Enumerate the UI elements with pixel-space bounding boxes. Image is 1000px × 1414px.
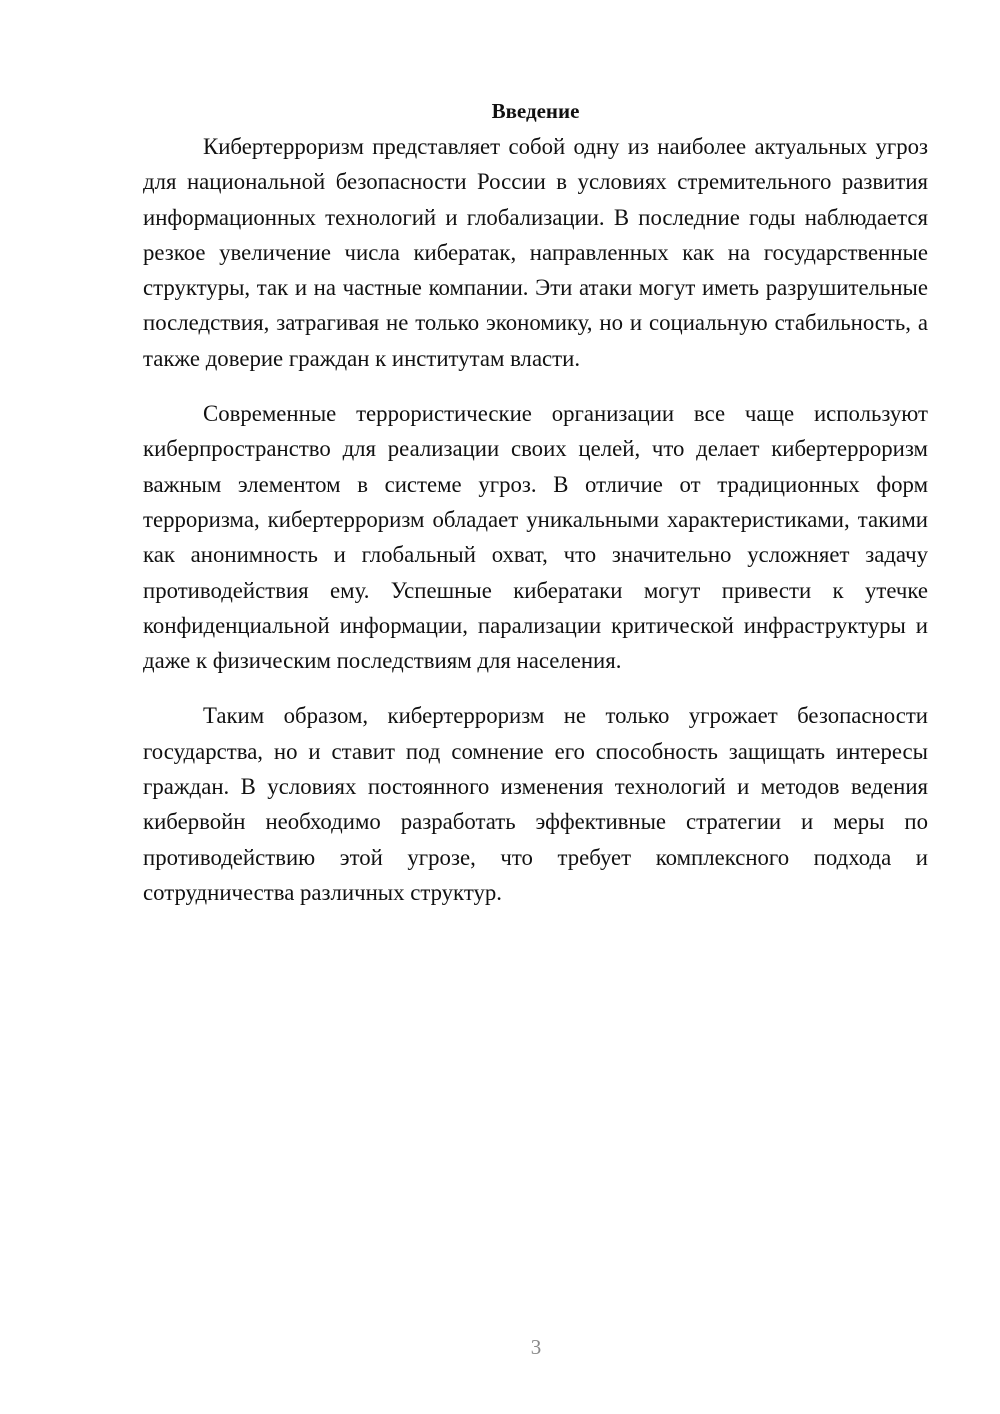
page-content — [143, 96, 928, 930]
paragraph-2: Современные террористические организации все чаще используют киберпространство для реализации своих целей, что делает кибертерроризм важным элементом в системе угроз. В отличие от традиционных форм терроризма, кибертерроризм обладает уникальными характеристиками, такими как анонимность и глобальный охват, что значительно усложняет задачу противодействия ему. Успешные кибератаки могут привести к утечке конфиденциальной информации, парализации критической инфраструктуры и даже к физическим последствиям для населения. — [143, 401, 928, 674]
paragraph-3: Таким образом, кибертерроризм не только угрожает безопасности государства, но и ставит под сомнение его способность защищать интересы граждан. В условиях постоянного изменения технологий и методов ведения кибервойн необходимо разработать эффективные стратегии и меры по противодействию этой угрозе, что требует комплексного подхода и сотрудничества различных структур. — [143, 703, 928, 905]
paragraph-1: Кибертерроризм представляет собой одну из наиболее актуальных угроз для национальной безопасности России в условиях стремительного развития информационных технологий и глобализации. В последние годы наблюдается резкое увеличение числа кибератак, направленных как на государственные структуры, так и на частные компании. Эти атаки могут иметь разрушительные последствия, затрагивая не только экономику, но и социальную стабильность, а также доверие граждан к институтам власти. — [143, 134, 928, 371]
page-number: 3 — [530, 1335, 542, 1359]
section-heading: Введение — [491, 99, 580, 123]
